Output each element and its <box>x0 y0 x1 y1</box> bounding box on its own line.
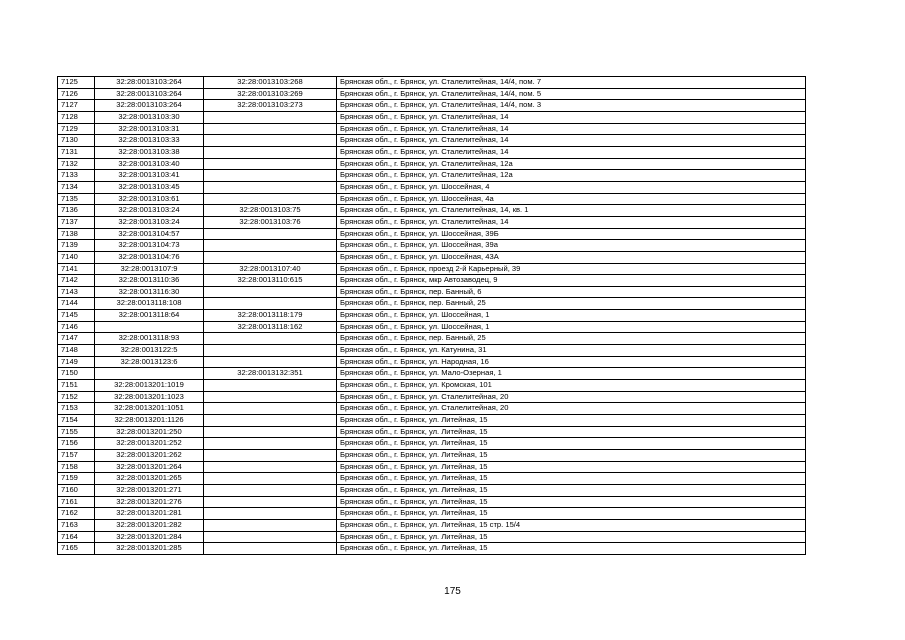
table-row <box>58 216 806 228</box>
row-number-cell: 7142 <box>58 275 95 287</box>
parcel-number-cell: 32:28:0013103:24 <box>95 216 204 228</box>
object-number-cell <box>204 286 337 298</box>
table-row <box>58 473 806 485</box>
parcel-number-cell: 32:28:0013201:252 <box>95 438 204 450</box>
parcel-number-cell: 32:28:0013103:264 <box>95 100 204 112</box>
row-number-cell: 7150 <box>58 368 95 380</box>
address-cell: Брянская обл., г. Брянск, ул. Литейная, 15 <box>337 473 806 485</box>
table-row <box>58 181 806 193</box>
address-cell: Брянская обл., г. Брянск, ул. Сталелитейная, 14 <box>337 146 806 158</box>
table-row <box>58 438 806 450</box>
parcel-number-cell: 32:28:0013201:281 <box>95 508 204 520</box>
row-number-cell: 7125 <box>58 77 95 89</box>
table-row <box>58 298 806 310</box>
parcel-number-cell: 32:28:0013103:38 <box>95 146 204 158</box>
address-cell: Брянская обл., г. Брянск, ул. Литейная, 15 <box>337 484 806 496</box>
address-cell: Брянская обл., г. Брянск, ул. Шоссейная, 4 <box>337 181 806 193</box>
object-number-cell <box>204 123 337 135</box>
address-cell: Брянская обл., г. Брянск, ул. Сталелитейная, 14/4, пом. 5 <box>337 88 806 100</box>
address-cell: Брянская обл., г. Брянск, ул. Шоссейная, 39а <box>337 240 806 252</box>
row-number-cell: 7138 <box>58 228 95 240</box>
object-number-cell <box>204 240 337 252</box>
table-row <box>58 205 806 217</box>
table-row <box>58 356 806 368</box>
parcel-number-cell: 32:28:0013201:264 <box>95 461 204 473</box>
table-row <box>58 263 806 275</box>
address-cell: Брянская обл., г. Брянск, пер. Банный, 6 <box>337 286 806 298</box>
parcel-number-cell: 32:28:0013201:271 <box>95 484 204 496</box>
address-cell: Брянская обл., г. Брянск, ул. Кромская, 101 <box>337 380 806 392</box>
row-number-cell: 7147 <box>58 333 95 345</box>
table-row <box>58 391 806 403</box>
table-row <box>58 461 806 473</box>
row-number-cell: 7148 <box>58 345 95 357</box>
parcel-number-cell: 32:28:0013201:250 <box>95 426 204 438</box>
object-number-cell <box>204 531 337 543</box>
parcel-number-cell <box>95 321 204 333</box>
object-number-cell: 32:28:0013103:268 <box>204 77 337 89</box>
object-number-cell <box>204 543 337 555</box>
row-number-cell: 7136 <box>58 205 95 217</box>
table-row <box>58 519 806 531</box>
table-row <box>58 380 806 392</box>
table-row <box>58 403 806 415</box>
table-row <box>58 310 806 322</box>
row-number-cell: 7163 <box>58 519 95 531</box>
row-number-cell: 7127 <box>58 100 95 112</box>
address-cell: Брянская обл., г. Брянск, ул. Сталелитейная, 14 <box>337 135 806 147</box>
address-cell: Брянская обл., г. Брянск, ул. Литейная, 15 <box>337 415 806 427</box>
object-number-cell <box>204 438 337 450</box>
parcel-number-cell: 32:28:0013104:57 <box>95 228 204 240</box>
table-row <box>58 77 806 89</box>
object-number-cell: 32:28:0013118:162 <box>204 321 337 333</box>
table-row <box>58 321 806 333</box>
table-row <box>58 415 806 427</box>
row-number-cell: 7159 <box>58 473 95 485</box>
parcel-number-cell: 32:28:0013201:276 <box>95 496 204 508</box>
object-number-cell: 32:28:0013103:76 <box>204 216 337 228</box>
row-number-cell: 7156 <box>58 438 95 450</box>
data-table <box>57 76 806 555</box>
row-number-cell: 7161 <box>58 496 95 508</box>
parcel-number-cell: 32:28:0013201:285 <box>95 543 204 555</box>
address-cell: Брянская обл., г. Брянск, ул. Литейная, 15 <box>337 461 806 473</box>
address-cell: Брянская обл., г. Брянск, ул. Литейная, 15 <box>337 496 806 508</box>
object-number-cell <box>204 403 337 415</box>
object-number-cell <box>204 170 337 182</box>
row-number-cell: 7126 <box>58 88 95 100</box>
row-number-cell: 7140 <box>58 251 95 263</box>
object-number-cell <box>204 496 337 508</box>
object-number-cell: 32:28:0013107:40 <box>204 263 337 275</box>
table-row <box>58 508 806 520</box>
object-number-cell: 32:28:0013118:179 <box>204 310 337 322</box>
table-row <box>58 496 806 508</box>
address-cell: Брянская обл., г. Брянск, ул. Катунина, 31 <box>337 345 806 357</box>
table-row <box>58 240 806 252</box>
object-number-cell <box>204 380 337 392</box>
parcel-number-cell: 32:28:0013201:1023 <box>95 391 204 403</box>
row-number-cell: 7165 <box>58 543 95 555</box>
object-number-cell <box>204 461 337 473</box>
parcel-number-cell: 32:28:0013103:45 <box>95 181 204 193</box>
row-number-cell: 7130 <box>58 135 95 147</box>
address-cell: Брянская обл., г. Брянск, ул. Литейная, 15 <box>337 426 806 438</box>
parcel-number-cell: 32:28:0013103:40 <box>95 158 204 170</box>
address-cell: Брянская обл., г. Брянск, ул. Сталелитейная, 14/4, пом. 3 <box>337 100 806 112</box>
address-cell: Брянская обл., г. Брянск, ул. Шоссейная, 39Б <box>337 228 806 240</box>
address-cell: Брянская обл., г. Брянск, ул. Сталелитейная, 12а <box>337 158 806 170</box>
parcel-number-cell: 32:28:0013103:31 <box>95 123 204 135</box>
table-row <box>58 251 806 263</box>
data-table-body <box>58 77 806 555</box>
table-row <box>58 286 806 298</box>
parcel-number-cell: 32:28:0013118:108 <box>95 298 204 310</box>
parcel-number-cell: 32:28:0013116:30 <box>95 286 204 298</box>
parcel-number-cell: 32:28:0013104:73 <box>95 240 204 252</box>
object-number-cell: 32:28:0013103:269 <box>204 88 337 100</box>
row-number-cell: 7153 <box>58 403 95 415</box>
address-cell: Брянская обл., г. Брянск, ул. Литейная, 15 <box>337 531 806 543</box>
address-cell: Брянская обл., г. Брянск, ул. Сталелитейная, 14 <box>337 216 806 228</box>
table-row <box>58 484 806 496</box>
row-number-cell: 7145 <box>58 310 95 322</box>
object-number-cell <box>204 193 337 205</box>
table-row <box>58 275 806 287</box>
parcel-number-cell: 32:28:0013103:61 <box>95 193 204 205</box>
table-row <box>58 170 806 182</box>
row-number-cell: 7143 <box>58 286 95 298</box>
row-number-cell: 7158 <box>58 461 95 473</box>
row-number-cell: 7139 <box>58 240 95 252</box>
object-number-cell: 32:28:0013132:351 <box>204 368 337 380</box>
table-row <box>58 368 806 380</box>
parcel-number-cell: 32:28:0013103:33 <box>95 135 204 147</box>
parcel-number-cell: 32:28:0013103:24 <box>95 205 204 217</box>
object-number-cell <box>204 391 337 403</box>
object-number-cell <box>204 333 337 345</box>
table-row <box>58 333 806 345</box>
parcel-number-cell: 32:28:0013110:36 <box>95 275 204 287</box>
address-cell: Брянская обл., г. Брянск, ул. Мало-Озерная, 1 <box>337 368 806 380</box>
address-cell: Брянская обл., г. Брянск, ул. Сталелитейная, 12а <box>337 170 806 182</box>
table-row <box>58 426 806 438</box>
table-row <box>58 345 806 357</box>
object-number-cell <box>204 345 337 357</box>
table-row <box>58 100 806 112</box>
address-cell: Брянская обл., г. Брянск, ул. Литейная, 15 <box>337 450 806 462</box>
address-cell: Брянская обл., г. Брянск, пер. Банный, 25 <box>337 298 806 310</box>
object-number-cell: 32:28:0013110:615 <box>204 275 337 287</box>
object-number-cell <box>204 111 337 123</box>
row-number-cell: 7152 <box>58 391 95 403</box>
table-row <box>58 88 806 100</box>
parcel-number-cell: 32:28:0013118:64 <box>95 310 204 322</box>
address-cell: Брянская обл., г. Брянск, пер. Банный, 25 <box>337 333 806 345</box>
object-number-cell <box>204 135 337 147</box>
parcel-number-cell: 32:28:0013104:76 <box>95 251 204 263</box>
object-number-cell <box>204 519 337 531</box>
address-cell: Брянская обл., г. Брянск, ул. Литейная, 15 <box>337 438 806 450</box>
row-number-cell: 7164 <box>58 531 95 543</box>
parcel-number-cell: 32:28:0013201:1019 <box>95 380 204 392</box>
row-number-cell: 7157 <box>58 450 95 462</box>
parcel-number-cell: 32:28:0013201:262 <box>95 450 204 462</box>
table-row <box>58 543 806 555</box>
row-number-cell: 7129 <box>58 123 95 135</box>
object-number-cell <box>204 484 337 496</box>
parcel-number-cell: 32:28:0013122:5 <box>95 345 204 357</box>
table-row <box>58 228 806 240</box>
address-cell: Брянская обл., г. Брянск, ул. Шоссейная, 1 <box>337 321 806 333</box>
row-number-cell: 7151 <box>58 380 95 392</box>
address-cell: Брянская обл., г. Брянск, ул. Шоссейная, 4а <box>337 193 806 205</box>
address-cell: Брянская обл., г. Брянск, ул. Литейная, 15 <box>337 543 806 555</box>
address-cell: Брянская обл., г. Брянск, ул. Сталелитейная, 14/4, пом. 7 <box>337 77 806 89</box>
address-cell: Брянская обл., г. Брянск, ул. Сталелитейная, 20 <box>337 403 806 415</box>
object-number-cell <box>204 426 337 438</box>
parcel-number-cell: 32:28:0013103:264 <box>95 77 204 89</box>
address-cell: Брянская обл., г. Брянск, мкр Автозаводец, 9 <box>337 275 806 287</box>
address-cell: Брянская обл., г. Брянск, ул. Литейная, 15 <box>337 508 806 520</box>
object-number-cell <box>204 181 337 193</box>
row-number-cell: 7144 <box>58 298 95 310</box>
parcel-number-cell: 32:28:0013201:1051 <box>95 403 204 415</box>
address-cell: Брянская обл., г. Брянск, ул. Литейная, 15 стр. 15/4 <box>337 519 806 531</box>
address-cell: Брянская обл., г. Брянск, ул. Сталелитейная, 20 <box>337 391 806 403</box>
table-row <box>58 531 806 543</box>
row-number-cell: 7134 <box>58 181 95 193</box>
table-row <box>58 193 806 205</box>
address-cell: Брянская обл., г. Брянск, ул. Сталелитейная, 14 <box>337 111 806 123</box>
row-number-cell: 7131 <box>58 146 95 158</box>
object-number-cell <box>204 298 337 310</box>
row-number-cell: 7160 <box>58 484 95 496</box>
row-number-cell: 7137 <box>58 216 95 228</box>
parcel-number-cell: 32:28:0013123:6 <box>95 356 204 368</box>
row-number-cell: 7162 <box>58 508 95 520</box>
table-row <box>58 111 806 123</box>
parcel-number-cell: 32:28:0013118:93 <box>95 333 204 345</box>
parcel-number-cell: 32:28:0013103:30 <box>95 111 204 123</box>
row-number-cell: 7128 <box>58 111 95 123</box>
object-number-cell <box>204 146 337 158</box>
parcel-number-cell <box>95 368 204 380</box>
table-row <box>58 158 806 170</box>
parcel-number-cell: 32:28:0013107:9 <box>95 263 204 275</box>
address-cell: Брянская обл., г. Брянск, проезд 2-й Карьерный, 39 <box>337 263 806 275</box>
object-number-cell <box>204 450 337 462</box>
address-cell: Брянская обл., г. Брянск, ул. Сталелитейная, 14, кв. 1 <box>337 205 806 217</box>
address-cell: Брянская обл., г. Брянск, ул. Сталелитейная, 14 <box>337 123 806 135</box>
object-number-cell: 32:28:0013103:75 <box>204 205 337 217</box>
row-number-cell: 7155 <box>58 426 95 438</box>
parcel-number-cell: 32:28:0013201:1126 <box>95 415 204 427</box>
table-row <box>58 135 806 147</box>
object-number-cell <box>204 415 337 427</box>
object-number-cell <box>204 158 337 170</box>
address-cell: Брянская обл., г. Брянск, ул. Народная, 16 <box>337 356 806 368</box>
data-table-container <box>57 76 806 555</box>
object-number-cell <box>204 473 337 485</box>
object-number-cell: 32:28:0013103:273 <box>204 100 337 112</box>
row-number-cell: 7133 <box>58 170 95 182</box>
object-number-cell <box>204 251 337 263</box>
object-number-cell <box>204 228 337 240</box>
row-number-cell: 7149 <box>58 356 95 368</box>
parcel-number-cell: 32:28:0013103:41 <box>95 170 204 182</box>
table-row <box>58 450 806 462</box>
parcel-number-cell: 32:28:0013201:284 <box>95 531 204 543</box>
row-number-cell: 7146 <box>58 321 95 333</box>
parcel-number-cell: 32:28:0013201:265 <box>95 473 204 485</box>
row-number-cell: 7135 <box>58 193 95 205</box>
object-number-cell <box>204 508 337 520</box>
row-number-cell: 7132 <box>58 158 95 170</box>
row-number-cell: 7154 <box>58 415 95 427</box>
table-row <box>58 123 806 135</box>
address-cell: Брянская обл., г. Брянск, ул. Шоссейная, 1 <box>337 310 806 322</box>
page-number: 175 <box>444 586 461 597</box>
parcel-number-cell: 32:28:0013103:264 <box>95 88 204 100</box>
parcel-number-cell: 32:28:0013201:282 <box>95 519 204 531</box>
address-cell: Брянская обл., г. Брянск, ул. Шоссейная, 43А <box>337 251 806 263</box>
table-row <box>58 146 806 158</box>
object-number-cell <box>204 356 337 368</box>
row-number-cell: 7141 <box>58 263 95 275</box>
